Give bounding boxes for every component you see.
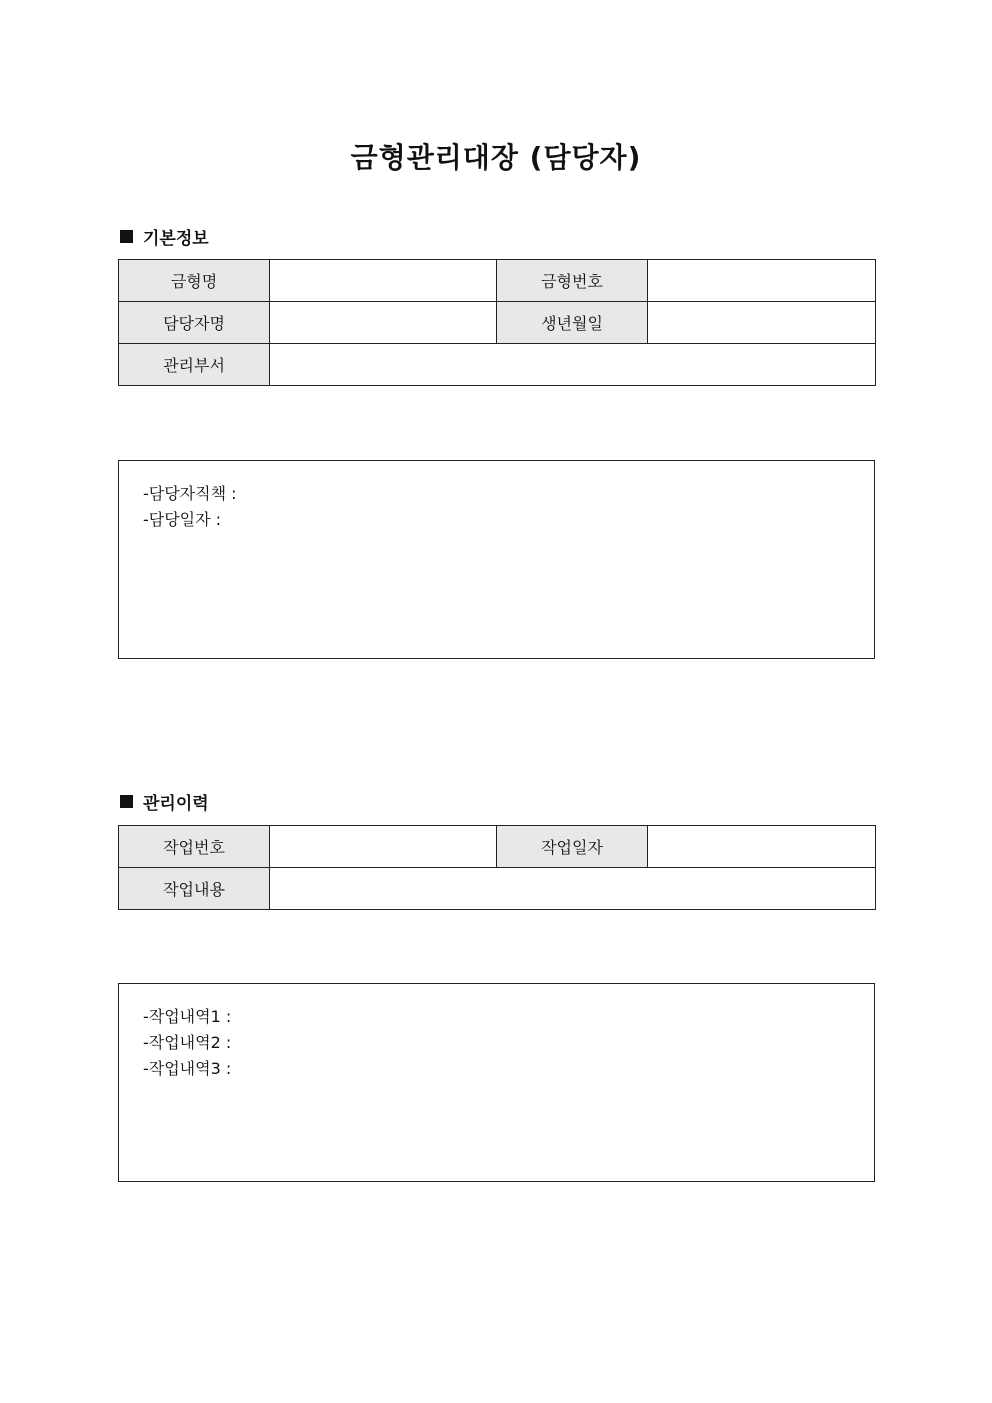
duty-date-line: -담당일자 : [143, 510, 222, 529]
table-row [119, 344, 876, 386]
work-detail-line-1: -작업내역1 : [143, 1007, 232, 1026]
work-detail-line-3: -작업내역3 : [143, 1059, 232, 1078]
mold-number-field[interactable] [648, 260, 876, 302]
duty-position-line: -담당자직책 : [143, 484, 237, 503]
history-table [118, 825, 876, 910]
mold-name-field[interactable] [270, 260, 497, 302]
department-field[interactable] [270, 344, 876, 386]
mold-name-label: 금형명 [119, 260, 270, 302]
table-row [119, 260, 876, 302]
work-content-label: 작업내용 [119, 868, 270, 910]
page-title: 금형관리대장 (담당자) [350, 141, 642, 174]
mold-number-label: 금형번호 [497, 260, 648, 302]
manager-name-field[interactable] [270, 302, 497, 344]
section-heading-label: 관리이력 [143, 794, 209, 814]
work-date-field[interactable] [648, 826, 876, 868]
work-number-field[interactable] [270, 826, 497, 868]
section-heading-basic-info [120, 224, 209, 249]
work-number-label: 작업번호 [119, 826, 270, 868]
duty-notes-box[interactable] [118, 460, 875, 659]
birth-date-label: 생년월일 [497, 302, 648, 344]
work-content-field[interactable] [270, 868, 876, 910]
section-heading-history [120, 789, 209, 814]
square-bullet-icon [120, 795, 133, 808]
basic-info-table [118, 259, 876, 386]
work-date-label: 작업일자 [497, 826, 648, 868]
department-label: 관리부서 [119, 344, 270, 386]
table-row [119, 868, 876, 910]
work-detail-line-2: -작업내역2 : [143, 1033, 232, 1052]
table-row [119, 826, 876, 868]
section-heading-label: 기본정보 [143, 229, 209, 249]
manager-name-label: 담당자명 [119, 302, 270, 344]
square-bullet-icon [120, 230, 133, 243]
work-notes-box[interactable] [118, 983, 875, 1182]
birth-date-field[interactable] [648, 302, 876, 344]
table-row [119, 302, 876, 344]
